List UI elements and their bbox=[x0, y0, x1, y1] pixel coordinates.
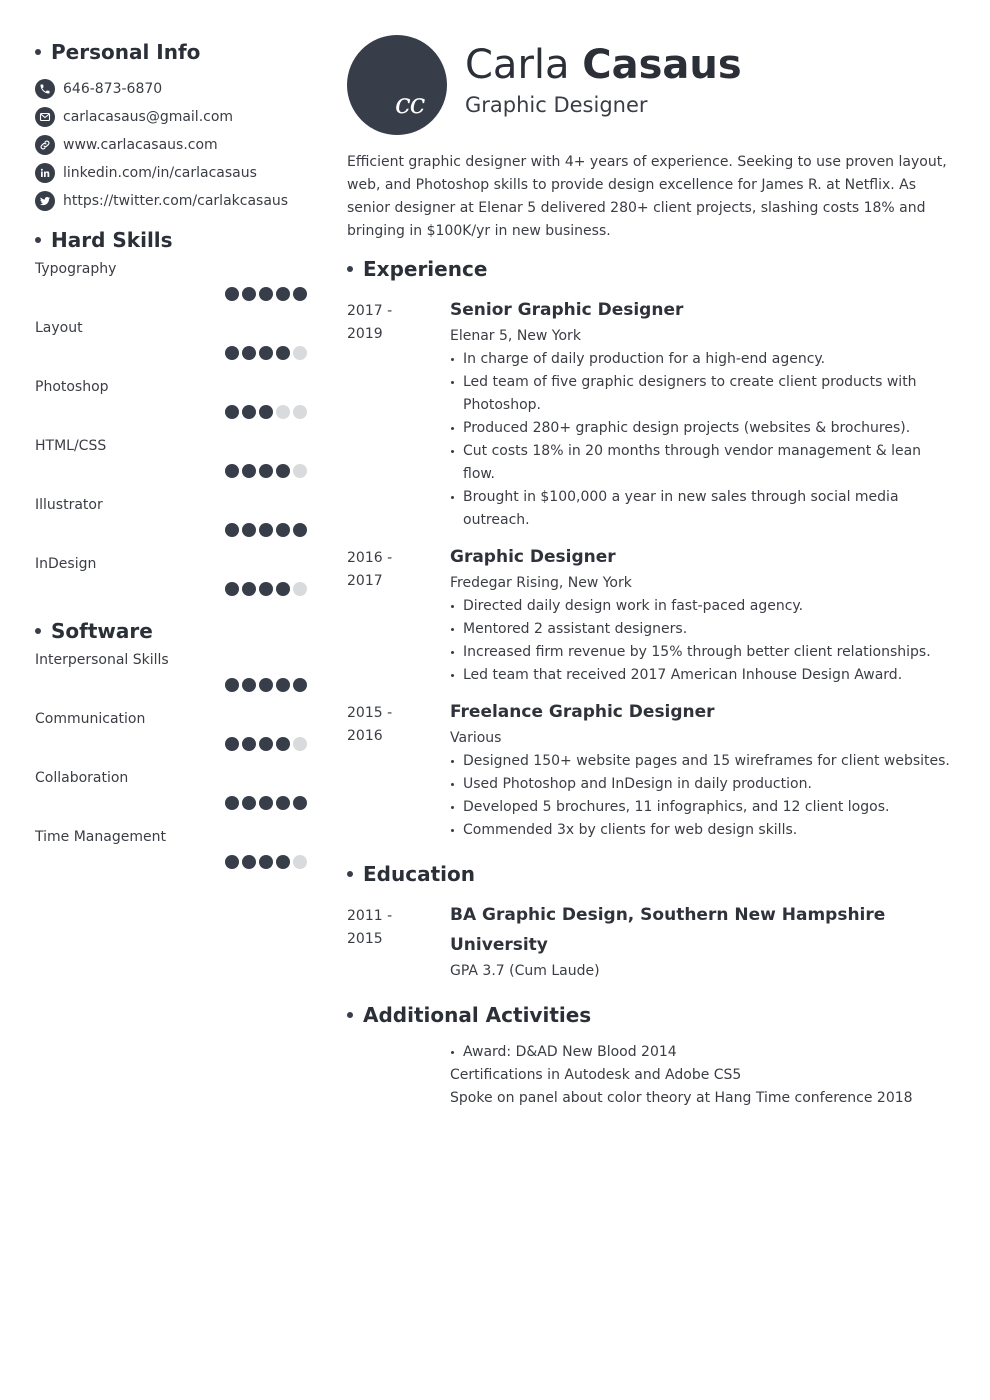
software-heading: Software bbox=[35, 617, 307, 645]
skill-rating bbox=[225, 737, 307, 751]
education-entry bbox=[347, 900, 957, 983]
entry-dates: 2017 - 2019 bbox=[347, 303, 393, 342]
rating-dot-filled bbox=[225, 523, 239, 537]
rating-dot-filled bbox=[259, 523, 273, 537]
skill-rating bbox=[225, 582, 307, 596]
additional-activities-heading: Additional Activities bbox=[347, 1001, 957, 1029]
rating-dot-filled bbox=[242, 405, 256, 419]
education-heading: Education bbox=[347, 860, 957, 888]
list-item: Brought in $100,000 a year in new sales through social media outreach. bbox=[450, 486, 957, 532]
software-item: Communication bbox=[35, 704, 307, 763]
rating-dot-filled bbox=[276, 464, 290, 478]
entry-org: Various bbox=[450, 730, 502, 746]
rating-dot-filled bbox=[242, 737, 256, 751]
rating-dot-filled bbox=[276, 523, 290, 537]
twitter-link[interactable]: https://twitter.com/carlakcasaus bbox=[63, 193, 289, 209]
experience-entry bbox=[347, 542, 957, 687]
entry-bullets bbox=[450, 1041, 957, 1064]
rating-dot-filled bbox=[259, 405, 273, 419]
rating-dot-filled bbox=[225, 855, 239, 869]
rating-dot-filled bbox=[276, 737, 290, 751]
software-item: Collaboration bbox=[35, 763, 307, 822]
experience-entry bbox=[347, 697, 957, 842]
entry-dates: 2015 - 2016 bbox=[347, 705, 393, 744]
rating-dot-filled bbox=[225, 678, 239, 692]
experience-heading: Experience bbox=[347, 255, 957, 283]
rating-dot-filled bbox=[293, 523, 307, 537]
rating-dot-filled bbox=[259, 796, 273, 810]
skill-rating bbox=[225, 405, 307, 419]
rating-dot-filled bbox=[225, 796, 239, 810]
skill-rating bbox=[225, 346, 307, 360]
bullet-icon bbox=[35, 49, 41, 55]
rating-dot-filled bbox=[276, 678, 290, 692]
entry-role: Senior Graphic Designer bbox=[450, 300, 684, 320]
rating-dot-empty bbox=[293, 405, 307, 419]
rating-dot-filled bbox=[242, 678, 256, 692]
phone-text: 646-873-6870 bbox=[63, 81, 163, 97]
bullet-icon bbox=[35, 237, 41, 243]
skill-item: HTML/CSS bbox=[35, 431, 307, 490]
rating-dot-empty bbox=[293, 855, 307, 869]
rating-dot-empty bbox=[293, 346, 307, 360]
email-icon bbox=[35, 107, 55, 127]
entry-bullets bbox=[450, 595, 957, 687]
rating-dot-filled bbox=[259, 464, 273, 478]
degree: BA Graphic Design, Southern New Hampshire University bbox=[450, 905, 886, 955]
linkedin-link[interactable]: linkedin.com/in/carlacasaus bbox=[63, 165, 257, 181]
personal-info-heading: Personal Info bbox=[35, 38, 307, 66]
last-name: Casaus bbox=[582, 42, 742, 88]
entry-role: Graphic Designer bbox=[450, 547, 616, 567]
rating-dot-filled bbox=[259, 678, 273, 692]
entry-dates: 2016 - 2017 bbox=[347, 550, 393, 589]
software-item: Time Management bbox=[35, 822, 307, 881]
skill-item: Illustrator bbox=[35, 490, 307, 549]
rating-dot-filled bbox=[225, 464, 239, 478]
list-item: Increased firm revenue by 15% through better client relationships. bbox=[450, 641, 957, 664]
list-item: Led team that received 2017 American Inhouse Design Award. bbox=[450, 664, 957, 687]
rating-dot-filled bbox=[242, 855, 256, 869]
twitter-icon bbox=[35, 191, 55, 211]
rating-dot-filled bbox=[276, 796, 290, 810]
resume-header bbox=[347, 35, 957, 135]
sidebar bbox=[35, 38, 307, 881]
website-link[interactable]: www.carlacasaus.com bbox=[63, 137, 218, 153]
software-list bbox=[35, 645, 307, 881]
rating-dot-filled bbox=[276, 346, 290, 360]
rating-dot-filled bbox=[242, 346, 256, 360]
contact-twitter bbox=[35, 187, 307, 215]
entry-bullets bbox=[450, 348, 957, 532]
rating-dot-filled bbox=[276, 582, 290, 596]
linkedin-icon bbox=[35, 163, 55, 183]
activity-line: Certifications in Autodesk and Adobe CS5 bbox=[450, 1067, 742, 1083]
bullet-icon bbox=[35, 628, 41, 634]
entry-org: Elenar 5, New York bbox=[450, 328, 581, 344]
contact-email bbox=[35, 103, 307, 131]
skill-item: InDesign bbox=[35, 549, 307, 608]
link-icon bbox=[35, 135, 55, 155]
skill-rating bbox=[225, 523, 307, 537]
rating-dot-filled bbox=[293, 796, 307, 810]
list-item: Produced 280+ graphic design projects (websites & brochures). bbox=[450, 417, 957, 440]
first-name: Carla bbox=[465, 42, 570, 88]
software-item: Interpersonal Skills bbox=[35, 645, 307, 704]
list-item: Designed 150+ website pages and 15 wireframes for client websites. bbox=[450, 750, 957, 773]
full-name bbox=[465, 41, 742, 89]
rating-dot-empty bbox=[276, 405, 290, 419]
contact-list bbox=[35, 75, 307, 215]
list-item: Led team of five graphic designers to create client products with Photoshop. bbox=[450, 371, 957, 417]
hard-skills-heading: Hard Skills bbox=[35, 226, 307, 254]
bullet-icon bbox=[347, 266, 353, 272]
skill-item: Photoshop bbox=[35, 372, 307, 431]
skill-item: Layout bbox=[35, 313, 307, 372]
rating-dot-filled bbox=[259, 855, 273, 869]
skill-rating bbox=[225, 796, 307, 810]
rating-dot-filled bbox=[259, 287, 273, 301]
list-item: Used Photoshop and InDesign in daily production. bbox=[450, 773, 957, 796]
skill-item: Typography bbox=[35, 254, 307, 313]
monogram: cc bbox=[395, 87, 425, 120]
rating-dot-filled bbox=[225, 346, 239, 360]
list-item: Commended 3x by clients for web design skills. bbox=[450, 819, 957, 842]
list-item: Developed 5 brochures, 11 infographics, and 12 client logos. bbox=[450, 796, 957, 819]
activity-line: Spoke on panel about color theory at Hang Time conference 2018 bbox=[450, 1090, 913, 1106]
bullet-icon bbox=[347, 871, 353, 877]
rating-dot-filled bbox=[242, 287, 256, 301]
list-item: Cut costs 18% in 20 months through vendor management & lean flow. bbox=[450, 440, 957, 486]
skill-rating bbox=[225, 855, 307, 869]
hard-skills-list bbox=[35, 254, 307, 608]
list-item: Award: D&AD New Blood 2014 bbox=[450, 1041, 957, 1064]
avatar bbox=[347, 35, 447, 135]
rating-dot-empty bbox=[293, 582, 307, 596]
experience-entry bbox=[347, 295, 957, 532]
rating-dot-filled bbox=[276, 855, 290, 869]
rating-dot-filled bbox=[293, 287, 307, 301]
rating-dot-filled bbox=[242, 582, 256, 596]
rating-dot-filled bbox=[242, 464, 256, 478]
rating-dot-filled bbox=[225, 405, 239, 419]
education-detail: GPA 3.7 (Cum Laude) bbox=[450, 963, 600, 979]
contact-linkedin bbox=[35, 159, 307, 187]
entry-dates: 2011 - 2015 bbox=[347, 908, 393, 947]
rating-dot-filled bbox=[225, 737, 239, 751]
rating-dot-filled bbox=[259, 346, 273, 360]
skill-rating bbox=[225, 678, 307, 692]
rating-dot-empty bbox=[293, 737, 307, 751]
rating-dot-filled bbox=[242, 796, 256, 810]
email-link[interactable]: carlacasaus@gmail.com bbox=[63, 109, 234, 125]
bullet-icon bbox=[347, 1012, 353, 1018]
rating-dot-filled bbox=[293, 678, 307, 692]
rating-dot-filled bbox=[259, 737, 273, 751]
skill-rating bbox=[225, 464, 307, 478]
main-content bbox=[347, 35, 957, 1110]
contact-phone bbox=[35, 75, 307, 103]
rating-dot-empty bbox=[293, 464, 307, 478]
name-block bbox=[465, 35, 742, 117]
list-item: Directed daily design work in fast-paced agency. bbox=[450, 595, 957, 618]
summary: Efficient graphic designer with 4+ years of experience. Seeking to use proven layout, web, and Photoshop skills to provide design excellence for James R. at Netflix. As senior designer at Elenar 5 delivered 280+ client projects, slashing costs 18% and bringing in $100K/yr in new business. bbox=[347, 154, 947, 239]
entry-role: Freelance Graphic Designer bbox=[450, 702, 715, 722]
additional-activities-entry bbox=[347, 1041, 957, 1110]
phone-icon bbox=[35, 79, 55, 99]
entry-org: Fredegar Rising, New York bbox=[450, 575, 632, 591]
contact-website bbox=[35, 131, 307, 159]
rating-dot-filled bbox=[225, 287, 239, 301]
list-item: In charge of daily production for a high-end agency. bbox=[450, 348, 957, 371]
rating-dot-filled bbox=[225, 582, 239, 596]
rating-dot-filled bbox=[259, 582, 273, 596]
rating-dot-filled bbox=[242, 523, 256, 537]
list-item: Mentored 2 assistant designers. bbox=[450, 618, 957, 641]
skill-rating bbox=[225, 287, 307, 301]
rating-dot-filled bbox=[276, 287, 290, 301]
job-title: Graphic Designer bbox=[465, 93, 648, 117]
entry-bullets bbox=[450, 750, 957, 842]
